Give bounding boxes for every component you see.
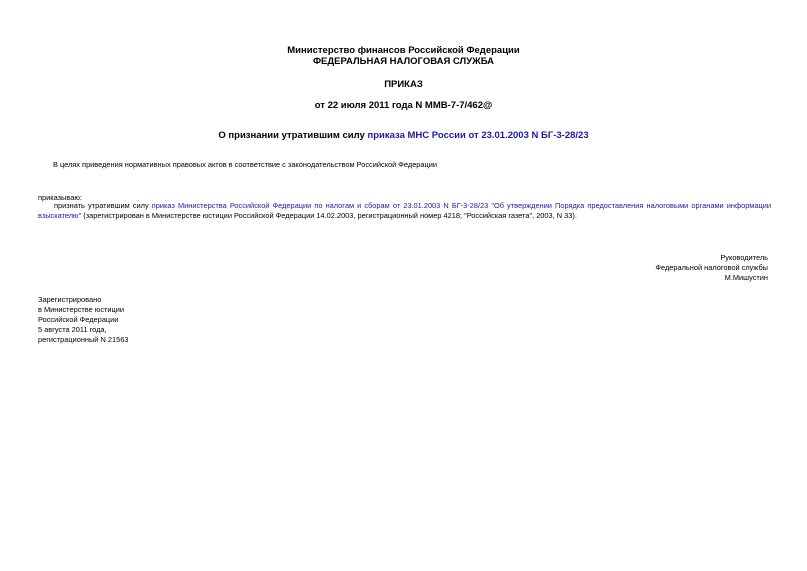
signature-organization: Федеральной налоговой службы (655, 263, 768, 272)
signature-block (655, 253, 768, 283)
paragraph-link[interactable]: приказ Министерства Российской Федерации по налогам и сборам от 23.01.2003 N БГ-3-28/23 "Об утверждении Порядка предоставления налоговыми органами информации взыскателю" (38, 201, 771, 220)
paragraph-suffix: (зарегистрирован в Министерстве юстиции Российской Федерации 14.02.2003, регистрационный номер 4218; "Российская газета", 2003, N 33). (81, 211, 577, 220)
document-title (0, 130, 807, 141)
registration-block (38, 295, 128, 345)
registration-line: регистрационный N 21563 (38, 335, 129, 344)
registration-line: в Министерстве юстиции (38, 305, 125, 314)
ministry-heading: Министерство финансов Российской Федерации (287, 45, 520, 56)
paragraph-prefix: признать утратившим силу (54, 201, 152, 210)
title-prefix: О признании утратившим силу (218, 130, 368, 141)
registration-line: 5 августа 2011 года, (38, 325, 107, 334)
preamble-text: В целях приведения нормативных правовых актов в соответствие с законодательством Российской Федерации (53, 160, 438, 169)
registration-line: Зарегистрировано (38, 295, 102, 304)
registration-line: Российской Федерации (38, 315, 119, 324)
signature-position: Руководитель (720, 253, 768, 262)
order-heading: ПРИКАЗ (384, 79, 423, 90)
orders-label: приказываю: (38, 193, 82, 202)
order-date-number: от 22 июля 2011 года N ММВ-7-7/462@ (314, 100, 493, 111)
service-heading: ФЕДЕРАЛЬНАЯ НАЛОГОВАЯ СЛУЖБА (312, 56, 495, 67)
signature-name: М.Мишустин (724, 273, 768, 282)
title-link[interactable]: приказа МНС России от 23.01.2003 N БГ-3-28/23 (367, 130, 589, 141)
order-paragraph (38, 201, 771, 221)
